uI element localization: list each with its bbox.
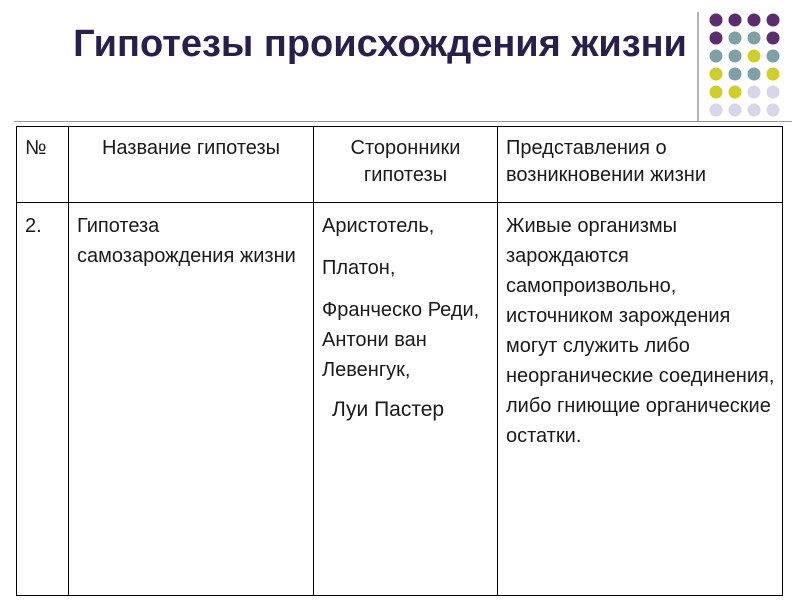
- decor-dot: [767, 14, 780, 27]
- decor-dot: [748, 68, 761, 81]
- decor-dot: [710, 104, 723, 117]
- decor-dot: [748, 86, 761, 99]
- decor-dot: [748, 14, 761, 27]
- supporter-plato: Платон,: [322, 257, 396, 279]
- decor-dot: [729, 104, 742, 117]
- decor-dot: [767, 32, 780, 45]
- decor-dot: [748, 32, 761, 45]
- hypotheses-table: [16, 126, 783, 596]
- decor-dot: [710, 68, 723, 81]
- decor-dot: [767, 104, 780, 117]
- page-title: Гипотезы происхождения жизни: [73, 23, 687, 65]
- header-supporters: Сторонники гипотезы: [314, 127, 498, 203]
- decor-vertical-line: [697, 12, 699, 122]
- decor-horizontal-line: [14, 121, 792, 122]
- supporter-pasteur: Луи Пастер: [332, 398, 445, 421]
- decor-dot: [767, 68, 780, 81]
- cell-hypothesis-name: Гипотеза самозарождения жизни: [69, 203, 314, 596]
- supporter-redi-leeuwenhoek: Франческо Реди, Антони ван Левенгук,: [322, 299, 480, 381]
- cell-ideas: Живые организмы зарождаются самопроизвольно, источником зарождения могут служить либо неорганические соединения, либо гниющие органические остатки.: [498, 203, 783, 596]
- decor-dot: [710, 86, 723, 99]
- supporter-aristotle: Аристотель,: [322, 215, 435, 237]
- decor-dot: [710, 32, 723, 45]
- decor-dot: [729, 14, 742, 27]
- decor-dots-pattern: [708, 12, 792, 122]
- decor-dot: [710, 50, 723, 63]
- decor-dot: [729, 68, 742, 81]
- decor-dot: [710, 14, 723, 27]
- decor-dot: [767, 86, 780, 99]
- header-name: Название гипотезы: [69, 127, 314, 203]
- table-row: [17, 203, 783, 596]
- decor-dot: [729, 32, 742, 45]
- decor-dot: [767, 50, 780, 63]
- decor-dot: [729, 50, 742, 63]
- decor-dot: [748, 50, 761, 63]
- table-header-row: [17, 127, 783, 203]
- decor-dot: [748, 104, 761, 117]
- decor-dot: [729, 86, 742, 99]
- cell-number: 2.: [17, 203, 69, 596]
- header-number: №: [17, 127, 69, 203]
- cell-supporters: [314, 203, 498, 596]
- header-ideas: Представления о возникновении жизни: [498, 127, 783, 203]
